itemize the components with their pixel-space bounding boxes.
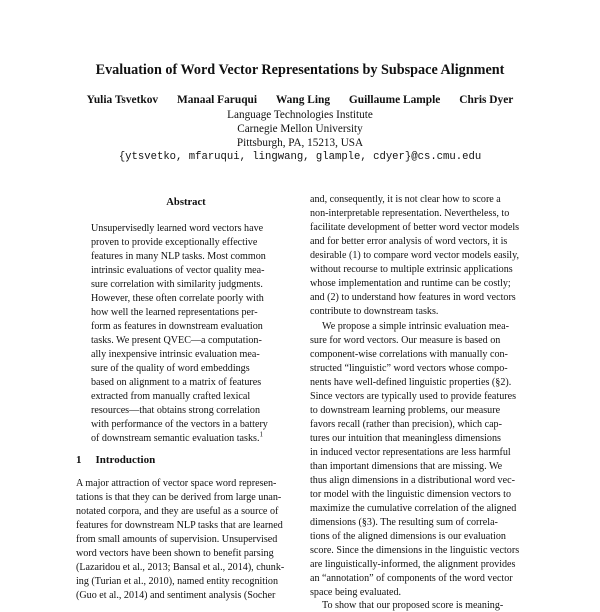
abstract-line: of downstream semantic evaluation tasks. xyxy=(91,433,260,444)
abstract-line: with performance of the vectors in a battery xyxy=(91,419,268,430)
abstract-line: sure correlation with similarity judgments. xyxy=(91,279,263,290)
body-line: nents have well-defined linguistic properties (§2). xyxy=(310,377,512,388)
abstract-line: based on alignment to a matrix of features xyxy=(91,377,262,388)
body-line: and (2) to understand how features in word vectors xyxy=(310,292,516,303)
body-line: and for better error analysis of word vectors, it is xyxy=(310,236,508,247)
body-line: (Guo et al., 2014) and sentiment analysis (Socher xyxy=(76,590,276,601)
body-line: maximize the cumulative correlation of the aligned xyxy=(310,503,517,514)
section-number: 1 xyxy=(76,454,82,466)
affiliation-line: Pittsburgh, PA, 15213, USA xyxy=(236,137,364,149)
body-line: favors recall (rather than precision), which cap- xyxy=(310,419,502,430)
body-line: features for downstream NLP tasks that are learned xyxy=(76,520,283,531)
abstract-line: Unsupervisedly learned word vectors have xyxy=(91,223,264,234)
body-line: dimensions (§3). The resulting sum of correla- xyxy=(310,517,498,528)
author-list xyxy=(0,94,600,106)
section-title: Introduction xyxy=(95,454,156,466)
body-line: A major attraction of vector space word represen- xyxy=(76,478,277,489)
footnote-mark: 1 xyxy=(259,430,263,439)
author-name: Guillaume Lample xyxy=(348,94,441,106)
abstract-line: tasks. We present QVEC—a computation- xyxy=(91,335,262,346)
abstract-line: how well the learned representations per- xyxy=(91,307,258,318)
section-heading-introduction xyxy=(76,454,155,466)
body-line: and, consequently, it is not clear how to score a xyxy=(310,194,501,205)
body-line: in induced vector representations are less harmful xyxy=(310,447,511,458)
body-line: thus align dimensions in a distributional word vec- xyxy=(310,475,515,486)
body-line: than important dimensions that are missing. We xyxy=(310,461,503,472)
body-line: sure for word vectors. Our measure is based on xyxy=(310,335,501,346)
body-line: to downstream learning problems, our measure xyxy=(310,405,501,416)
body-line: Since vectors are typically used to provide features xyxy=(310,391,517,402)
abstract-line: form as features in downstream evaluation xyxy=(91,321,263,332)
abstract-line: sure of the quality of word embeddings xyxy=(91,363,250,374)
body-line: without recourse to multiple extrinsic applications xyxy=(310,264,513,275)
author-name: Wang Ling xyxy=(275,94,331,106)
affiliation-line: Carnegie Mellon University xyxy=(237,123,363,135)
author-name: Yulia Tsvetkov xyxy=(86,94,159,106)
paper-title: Evaluation of Word Vector Representations by Subspace Alignment xyxy=(95,62,505,78)
abstract-line: intrinsic evaluations of vector quality mea- xyxy=(91,265,265,276)
abstract-line: ally inexpensive intrinsic evaluation mea- xyxy=(91,349,260,360)
author-name: Manaal Faruqui xyxy=(176,94,258,106)
body-line: an “annotation” of components of the word vector xyxy=(310,573,513,584)
body-line: are linguistically-informed, the alignment provides xyxy=(310,559,516,570)
author-name: Chris Dyer xyxy=(459,94,514,106)
body-line: tor model with the linguistic dimension vectors to xyxy=(310,489,512,500)
body-line: non-interpretable representation. Nevertheless, to xyxy=(310,208,510,219)
body-line: facilitate development of better word vector models xyxy=(310,222,520,233)
body-line: desirable (1) to compare word vector models easily, xyxy=(310,250,519,261)
body-line: (Lazaridou et al., 2013; Bansal et al., 2014), chunk- xyxy=(76,562,285,573)
abstract-line: resources—that obtains strong correlation xyxy=(91,405,261,416)
abstract-line: proven to provide exceptionally effective xyxy=(91,237,258,248)
body-line: tures our intuition that meaningless dimensions xyxy=(310,433,501,444)
abstract-heading: Abstract xyxy=(166,197,206,208)
body-line: whose implementation and runtime can be costly; xyxy=(310,278,511,289)
body-line: from small amounts of supervision. Unsupervised xyxy=(76,534,278,545)
body-line: tations is that they can be derived from large unan- xyxy=(76,492,282,503)
body-line: word vectors have been shown to benefit parsing xyxy=(76,548,274,559)
body-line: structed “linguistic” word vectors whose compo- xyxy=(310,363,508,374)
abstract-line: features in many NLP tasks. Most common xyxy=(91,251,266,262)
body-line: component-wise correlations with manually con- xyxy=(310,349,508,360)
affiliation-line: Language Technologies Institute xyxy=(227,109,373,121)
body-line: tions of the aligned dimensions is our evaluation xyxy=(310,531,506,542)
body-line: score. Since the dimensions in the linguistic vectors xyxy=(310,545,520,556)
abstract-line-last xyxy=(91,430,263,445)
body-line: We propose a simple intrinsic evaluation mea- xyxy=(322,321,509,332)
abstract-line: extracted from manually crafted lexical xyxy=(91,391,251,402)
body-line: contribute to downstream tasks. xyxy=(310,306,439,317)
body-line: space being evaluated. xyxy=(310,587,402,598)
body-line: To show that our proposed score is meaning- xyxy=(322,600,504,611)
abstract-line: However, these often correlate poorly with xyxy=(91,293,264,304)
author-emails: {ytsvetko, mfaruqui, lingwang, glample, cdyer}@cs.cmu.edu xyxy=(118,151,482,163)
body-line: notated corpora, and they are useful as a source of xyxy=(76,506,279,517)
body-line: ing (Turian et al., 2010), named entity recognition xyxy=(76,576,279,587)
